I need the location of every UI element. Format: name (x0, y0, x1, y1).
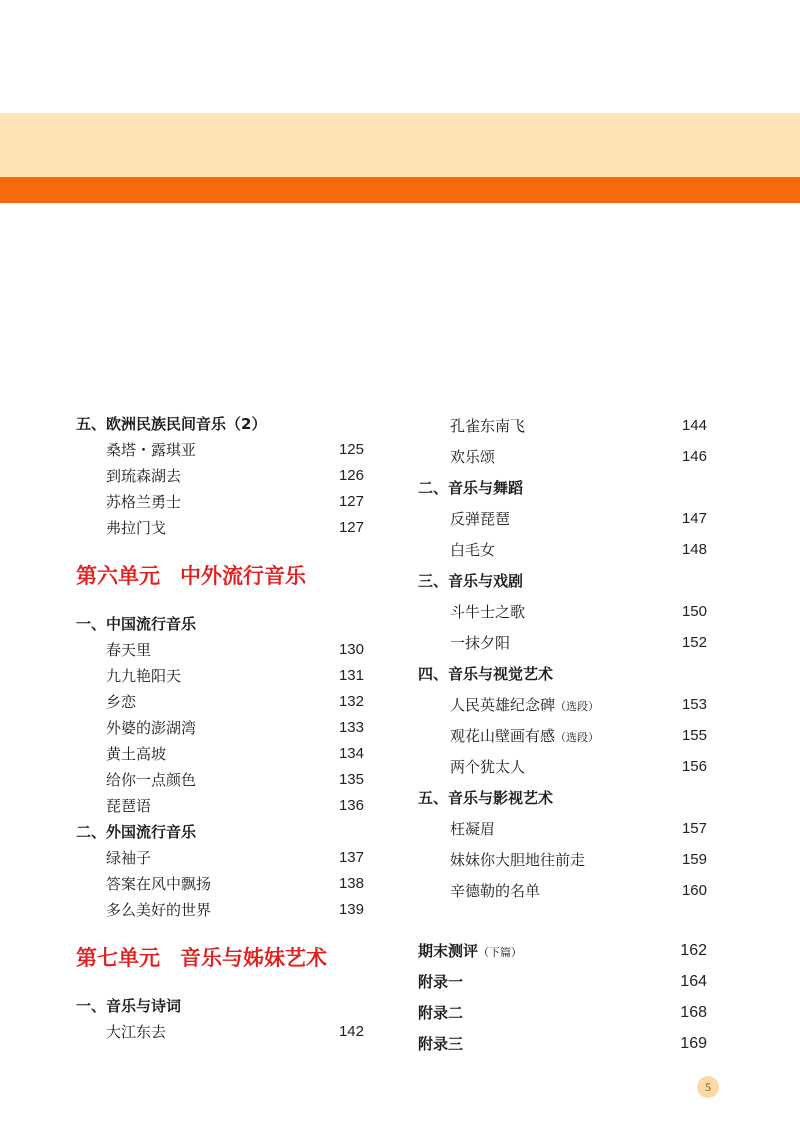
toc-item-title: 斗牛士之歌 (450, 603, 526, 621)
toc-item-title (450, 725, 599, 746)
toc-item[interactable] (418, 844, 707, 875)
unit-title (76, 540, 364, 610)
toc-item-page: 168 (680, 1003, 707, 1021)
toc-item[interactable] (76, 636, 364, 662)
toc-item[interactable] (76, 462, 364, 488)
toc-item-title: 两个犹太人 (450, 758, 526, 776)
toc-item[interactable] (76, 662, 364, 688)
unit-number: 第六单元 (76, 563, 160, 588)
toc-item-title: 琵琶语 (106, 796, 152, 815)
page-number: 5 (705, 1079, 711, 1094)
section-label: 二、音乐与舞蹈 (418, 479, 524, 497)
toc-item-title: 大江东去 (106, 1022, 167, 1041)
toc-item-page: 148 (681, 541, 707, 558)
toc-item-page: 130 (338, 640, 364, 658)
toc-item-page: 144 (681, 417, 707, 434)
toc-item-page: 160 (681, 882, 707, 899)
toc-item[interactable] (418, 720, 707, 751)
section-label: 一、中国流行音乐 (76, 614, 197, 633)
toc-item-title: 九九艳阳天 (106, 666, 182, 685)
toc-item-note: （选段） (555, 731, 600, 744)
toc-item[interactable] (418, 503, 707, 534)
toc-final-item[interactable] (418, 966, 707, 997)
toc-item-title-text: 观花山壁画有感 (450, 727, 556, 745)
toc-item-page: 132 (338, 692, 364, 710)
toc-item-page: 147 (681, 510, 707, 527)
spacer (418, 906, 707, 935)
toc-item-title: 答案在风中飘扬 (106, 874, 212, 893)
toc-item[interactable] (76, 714, 364, 740)
toc-final-item[interactable] (418, 935, 707, 966)
toc-item[interactable] (418, 441, 707, 472)
toc-item-page: 137 (338, 848, 364, 866)
section-title (418, 658, 707, 689)
toc-item[interactable] (418, 875, 707, 906)
toc-item-title: 乡恋 (106, 692, 137, 711)
section-label: 一、音乐与诗词 (76, 996, 182, 1015)
toc-item-title: 桑塔・露琪亚 (106, 440, 197, 459)
toc-item-title: 弗拉门戈 (106, 518, 167, 537)
toc-item[interactable] (76, 896, 364, 922)
toc-item-title: 绿袖子 (106, 848, 152, 867)
toc-item-page: 138 (338, 874, 364, 892)
toc-item[interactable] (418, 627, 707, 658)
toc-item-page: 162 (680, 941, 707, 959)
section-label: 二、外国流行音乐 (76, 822, 197, 841)
toc-item[interactable] (418, 813, 707, 844)
toc-item-page: 159 (681, 851, 707, 868)
unit-name: 音乐与姊妹艺术 (180, 945, 327, 970)
toc-item-page: 135 (338, 770, 364, 788)
toc-item-note: （下篇） (478, 946, 523, 959)
header-band-light (0, 113, 800, 177)
toc-item-title: 外婆的澎湖湾 (106, 718, 197, 737)
toc-item[interactable] (418, 596, 707, 627)
toc-item[interactable] (418, 410, 707, 441)
toc-item-title: 附录三 (418, 1035, 464, 1053)
toc-item-note: （选段） (555, 700, 600, 713)
section-label: 四、音乐与视觉艺术 (418, 665, 554, 683)
toc-item-title: 欢乐颂 (450, 448, 496, 466)
toc-item-title: 多么美好的世界 (106, 900, 212, 919)
unit-name: 中外流行音乐 (180, 563, 306, 588)
toc-item[interactable] (76, 514, 364, 540)
toc-item-title: 附录一 (418, 973, 464, 991)
toc-item-page: 157 (681, 820, 707, 837)
section-label: 五、音乐与影视艺术 (418, 789, 554, 807)
toc-final-item[interactable] (418, 997, 707, 1028)
toc-item-title (450, 694, 599, 715)
section-title (418, 782, 707, 813)
toc-item-title: 苏格兰勇士 (106, 492, 182, 511)
toc-item[interactable] (76, 436, 364, 462)
section-title (76, 610, 364, 636)
section-title (76, 818, 364, 844)
section-title (76, 992, 364, 1018)
toc-item-title: 反弹琵琶 (450, 510, 511, 528)
toc-item[interactable] (76, 488, 364, 514)
toc-item-page: 127 (338, 492, 364, 510)
toc-left-column (76, 410, 364, 1044)
toc-item-title: 给你一点颜色 (106, 770, 197, 789)
toc-item-title (418, 940, 522, 961)
section-label: 五、欧洲民族民间音乐（2） (76, 414, 267, 433)
toc-item[interactable] (418, 534, 707, 565)
toc-item-title-text: 期末测评 (418, 942, 479, 960)
toc-item-page: 133 (338, 718, 364, 736)
toc-item-title: 妹妹你大胆地往前走 (450, 851, 586, 869)
toc-item[interactable] (76, 792, 364, 818)
toc-item-page: 155 (681, 727, 707, 744)
toc-item-title: 春天里 (106, 640, 152, 659)
toc-item-title: 白毛女 (450, 541, 496, 559)
unit-title (76, 922, 364, 992)
toc-item[interactable] (76, 844, 364, 870)
toc-item-page: 139 (338, 900, 364, 918)
section-title (418, 472, 707, 503)
toc-item-page: 136 (338, 796, 364, 814)
toc-item-title: 附录二 (418, 1004, 464, 1022)
toc-item-title: 到琉森湖去 (106, 466, 182, 485)
toc-item-title-text: 人民英雄纪念碑 (450, 696, 556, 714)
toc-item-page: 164 (680, 972, 707, 990)
toc-item-page: 150 (681, 603, 707, 620)
toc-item[interactable] (76, 766, 364, 792)
toc-item[interactable] (418, 751, 707, 782)
toc-item-page: 126 (338, 466, 364, 484)
unit-number: 第七单元 (76, 945, 160, 970)
toc-right-column (418, 410, 707, 1059)
toc-item-title: 辛德勒的名单 (450, 882, 541, 900)
toc-item-title: 黄土高坡 (106, 744, 167, 763)
toc-item-title: 孔雀东南飞 (450, 417, 526, 435)
toc-final-item[interactable] (418, 1028, 707, 1059)
toc-item[interactable] (76, 688, 364, 714)
toc-item-title: 一抹夕阳 (450, 634, 511, 652)
header-band-dark (0, 177, 800, 203)
toc-item[interactable] (76, 870, 364, 896)
page-number-badge (697, 1076, 719, 1098)
toc-item[interactable] (76, 740, 364, 766)
toc-item-page: 156 (681, 758, 707, 775)
toc-item[interactable] (76, 1018, 364, 1044)
section-title (418, 565, 707, 596)
toc-item-page: 127 (338, 518, 364, 536)
toc-item-page: 146 (681, 448, 707, 465)
toc-item-page: 169 (680, 1034, 707, 1052)
toc-item-page: 142 (338, 1022, 364, 1040)
toc-item-page: 153 (681, 696, 707, 713)
section-label: 三、音乐与戏剧 (418, 572, 524, 590)
toc-item-title: 枉凝眉 (450, 820, 496, 838)
toc-item-page: 152 (681, 634, 707, 651)
toc-item-page: 134 (338, 744, 364, 762)
toc-item-page: 131 (338, 666, 364, 684)
section-title (76, 410, 364, 436)
toc-item[interactable] (418, 689, 707, 720)
toc-item-page: 125 (338, 440, 364, 458)
